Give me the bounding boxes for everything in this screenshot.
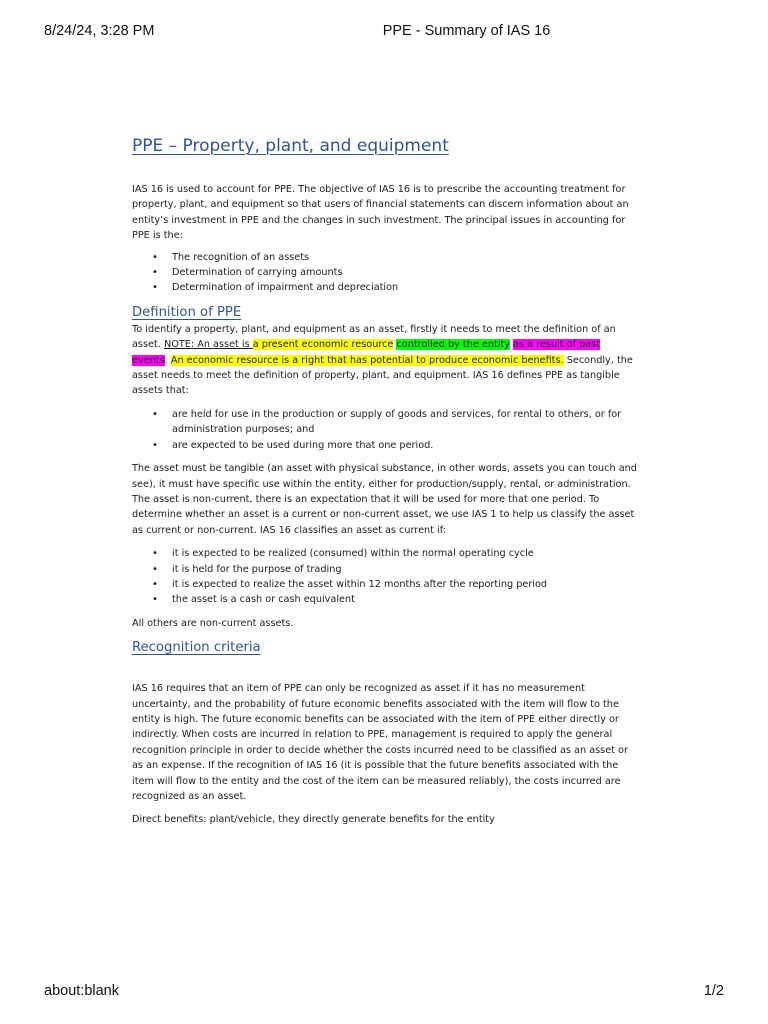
list-item: • it is expected to realize the asset within 12 months after the reporting period [132,577,637,592]
definition-heading: Definition of PPE [132,304,242,320]
text-period: . [164,354,171,366]
print-header [0,23,768,43]
highlight-past-events: as a result of past events [132,339,601,366]
list-item: • The recognition of an assets [132,250,637,265]
highlight-economic-resource: An economic resource is a right that has potential to produce economic benefits. [170,354,564,366]
list-item: • are expected to be used during more that one period. [132,438,637,453]
document-title: PPE – Property, plant, and equipment [132,136,449,156]
recognition-heading: Recognition criteria [132,640,261,656]
print-footer [0,983,768,1003]
definition-paragraph [132,322,637,399]
list-item: • the asset is a cash or cash equivalent [132,592,637,607]
document-body [132,134,637,828]
list-item: • Determination of carrying amounts [132,265,637,280]
direct-benefits-paragraph: Direct benefits: plant/vehicle, they directly generate benefits for the entity [132,814,495,826]
note-label: NOTE: An asset is [163,339,253,351]
definition-text-start: To identify a property, plant, and equipment as an asset, firstly it needs to meet the definition of an asset. [132,323,616,351]
list-item: • it is held for the purpose of trading [132,562,637,577]
list-item: • it is expected to be realized (consumed) within the normal operating cycle [132,546,637,561]
recognition-paragraph: IAS 16 requires that an item of PPE can only be recognized as asset if it has no measurement uncertainty, and the probability of future economic benefits associated with the item will flow to the entity is high. The future economic benefits can be associated with the item of PPE either directly or indirectly. When costs are incurred in relation to PPE, management is required to apply the general recognition principle in order to decide whether the costs incurred need to be classified as an asset or as an expense. If the recognition of IAS 16 (it is possible that the future benefits associated with the item will flow to the entity and the cost of the item can be measured reliably), the costs incurred are recognized as an asset. [132,683,628,802]
current-asset-list [132,546,637,608]
intro-paragraph: IAS 16 is used to account for PPE. The objective of IAS 16 is to prescribe the accounting treatment for property, plant, and equipment so that users of financial statements can discern information about an entity’s investment in PPE and the changes in such investment. The principal issues in accounting for PPE is the: [132,184,629,242]
print-title: PPE - Summary of IAS 16 [382,23,551,39]
issues-list [132,250,637,296]
print-url: about:blank [44,983,119,999]
highlight-present-resource: a present economic resource [252,339,394,351]
highlight-controlled: controlled by the entity [396,339,511,351]
list-item: • are held for use in the production or supply of goods and services, for rental to others, or for administration purposes; and [132,407,637,438]
print-datetime: 8/24/24, 3:28 PM [44,23,155,39]
list-item: • Determination of impairment and depreciation [132,280,637,295]
tangible-paragraph: The asset must be tangible (an asset with physical substance, in other words, assets you can touch and see), it must have specific use within the entity, either for production/supply, rental, or administration. The asset is non-current, there is an expectation that it will be used for more that one period. To determine whether an asset is a current or non-current asset, we use IAS 1 to help us classify the asset as current or non-current. IAS 16 classifies an asset as current if: [132,463,637,536]
definition-text-end: Secondly, the asset needs to meet the definition of property, plant, and equipment. IAS 16 defines PPE as tangible assets that: [132,354,633,397]
criteria-list [132,407,637,453]
page-number: 1/2 [703,983,724,999]
non-current-note: All others are non-current assets. [132,617,294,629]
